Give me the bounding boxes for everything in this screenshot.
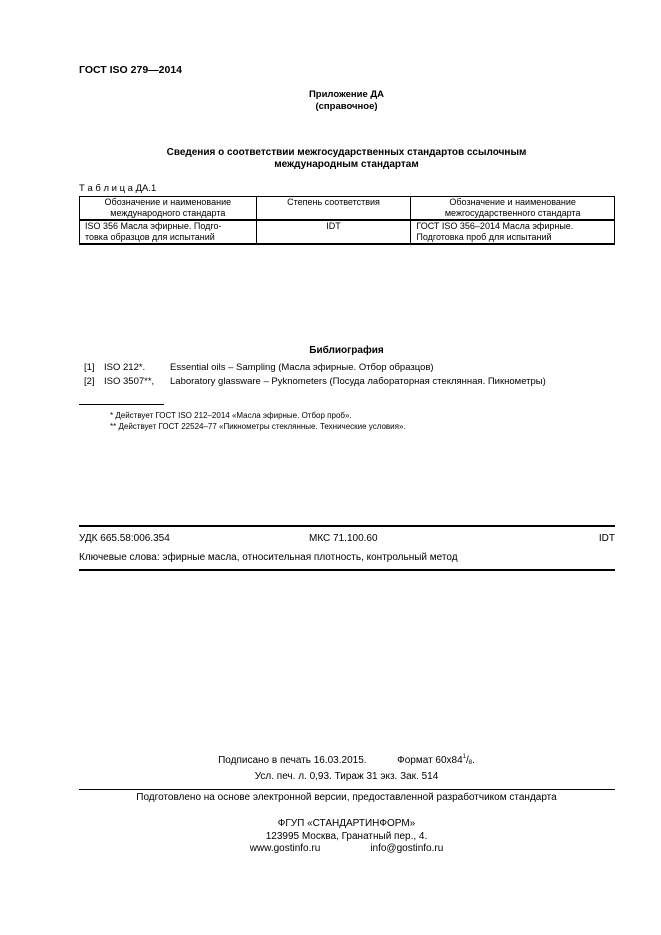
- imprint-line2: Усл. печ. л. 0,93. Тираж 31 экз. Зак. 514: [254, 771, 439, 782]
- header-international-line1: Обозначение и наименование: [104, 197, 232, 207]
- publisher-email: info@gostinfo.ru: [370, 843, 444, 854]
- bib-text: Essential oils – Sampling (Масла эфирные. Отбор образцов): [170, 362, 434, 373]
- classification-top-rule: [79, 525, 615, 527]
- footnote: * Действует ГОСТ ISO 212–2014 «Масла эфирные. Отбор проб».: [110, 411, 352, 420]
- format-label: [397, 755, 475, 766]
- publisher-address: 123995 Москва, Гранатный пер., 4.: [265, 830, 428, 842]
- table-header-row: [80, 197, 615, 221]
- annex-heading: [79, 147, 614, 171]
- format-separator: /: [466, 755, 469, 766]
- keywords: Ключевые слова: эфирные масла, относительная плотность, контрольный метод: [79, 552, 458, 563]
- imprint-rule: [79, 789, 615, 790]
- header-international: [80, 197, 257, 221]
- cell-international-line2: товка образцов для испытаний: [85, 232, 215, 242]
- cell-interstate-line2: Подготовка проб для испытаний: [416, 232, 552, 242]
- format-prefix: Формат 60х84: [397, 755, 463, 766]
- header-interstate-line1: Обозначение и наименование: [449, 197, 576, 207]
- bib-number: [2]: [84, 376, 95, 387]
- classification-row: [79, 533, 615, 546]
- footnotes: [110, 410, 406, 432]
- format-numerator: 1: [462, 754, 467, 760]
- header-degree: [256, 197, 411, 221]
- signed-date: Подписано в печать 16.03.2015.: [218, 755, 367, 766]
- bib-text: Laboratory glassware – Pyknometers (Посуда лабораторная стеклянная. Пикнометры): [170, 376, 546, 387]
- prepared-note: Подготовлено на основе электронной версии, предоставленной разработчиком стандарта: [136, 792, 557, 803]
- imprint: [79, 750, 614, 784]
- table-caption: Т а б л и ц а ДА.1: [79, 183, 157, 194]
- document-code: ГОСТ ISO 279—2014: [79, 64, 183, 76]
- publisher-block: [79, 818, 614, 856]
- cell-international: [80, 220, 257, 244]
- publisher-contacts: [79, 843, 614, 856]
- format-denominator: 8: [468, 760, 473, 766]
- bib-number: [1]: [84, 362, 95, 373]
- annex-subtitle: (справочное): [315, 101, 378, 112]
- cell-interstate: [411, 220, 615, 244]
- annex-name: Приложение ДА: [308, 89, 385, 100]
- publisher-website: www.gostinfo.ru: [249, 843, 321, 854]
- header-interstate-line2: межгосударственного стандарта: [444, 208, 581, 218]
- bibliography-item: [84, 375, 546, 389]
- footnote: ** Действует ГОСТ 22524–77 «Пикнометры стеклянные. Технические условия».: [110, 422, 406, 431]
- udk-code: УДК 665.58:006.354: [79, 533, 170, 544]
- degree-code: IDT: [598, 533, 615, 544]
- footnote-divider: [79, 404, 164, 405]
- header-international-line2: международного стандарта: [110, 208, 226, 218]
- publisher-name: ФГУП «СТАНДАРТИНФОРМ»: [277, 818, 416, 829]
- cell-interstate-line1: ГОСТ ISO 356–2014 Масла эфирные.: [416, 221, 574, 231]
- header-interstate: [411, 197, 615, 221]
- bib-code: ISO 3507**,: [104, 376, 155, 387]
- bibliography-item: [84, 361, 546, 375]
- cell-international-line1: ISO 356 Масла эфирные. Подго-: [85, 221, 222, 231]
- mks-code: МКС 71.100.60: [309, 533, 378, 544]
- bib-code: ISO 212*.: [104, 362, 146, 373]
- annex-title: [79, 89, 614, 113]
- bibliography-title: Библиография: [309, 345, 384, 356]
- header-degree-text: Степень соответствия: [287, 197, 380, 207]
- annex-heading-line2: международным стандартам: [274, 159, 419, 170]
- table-row: [80, 220, 615, 244]
- cell-degree: IDT: [256, 220, 411, 244]
- correspondence-table: [79, 196, 615, 245]
- bibliography-list: [84, 361, 546, 389]
- imprint-line1: [79, 750, 614, 770]
- classification-bottom-rule: [79, 569, 615, 571]
- format-end: .: [472, 755, 475, 766]
- annex-heading-line1: Сведения о соответствии межгосударственных стандартов ссылочным: [166, 147, 527, 158]
